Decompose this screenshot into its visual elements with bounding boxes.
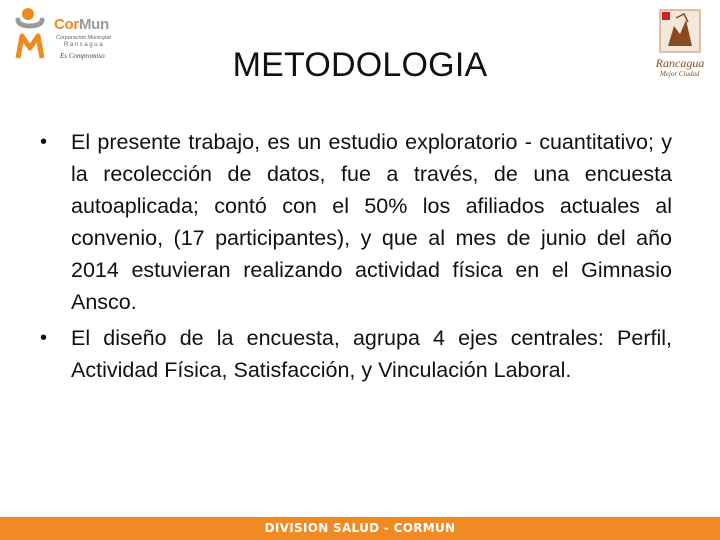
footer-text: DIVISION SALUD - CORMUN: [264, 521, 456, 535]
cormun-brand: CorMun: [54, 16, 109, 33]
bullet-icon: •: [40, 131, 48, 153]
slide-title: METODOLOGIA: [232, 46, 488, 84]
rancagua-word: Rancagua: [655, 56, 705, 70]
footer-bar: [0, 517, 720, 540]
bullet-text: El presente trabajo, es un estudio exploratorio - cuantitativo; y la recolección de datos, fue a través, de una encuesta autoaplicada; contó con el 50% los afiliados actuales al convenio, (17 participantes), y que al mes de junio del año 2014 estuvieran realizando actividad física en el Gimnasio Ansco.: [71, 130, 672, 314]
bullet-item: [40, 322, 672, 386]
bullet-list: [40, 126, 672, 390]
cormun-subtitle: Corporación Municipal: [56, 35, 111, 41]
rancagua-tagline: Mejor Ciudad: [660, 70, 700, 78]
bullet-item: [40, 126, 672, 318]
cormun-slogan: Es Compromiso: [60, 52, 105, 60]
cormun-city: Rancagua: [64, 42, 105, 48]
bullet-text: El diseño de la encuesta, agrupa 4 ejes centrales: Perfil, Actividad Física, Satisfacción, y Vinculación Laboral.: [71, 326, 672, 382]
bullet-icon: •: [40, 327, 48, 349]
